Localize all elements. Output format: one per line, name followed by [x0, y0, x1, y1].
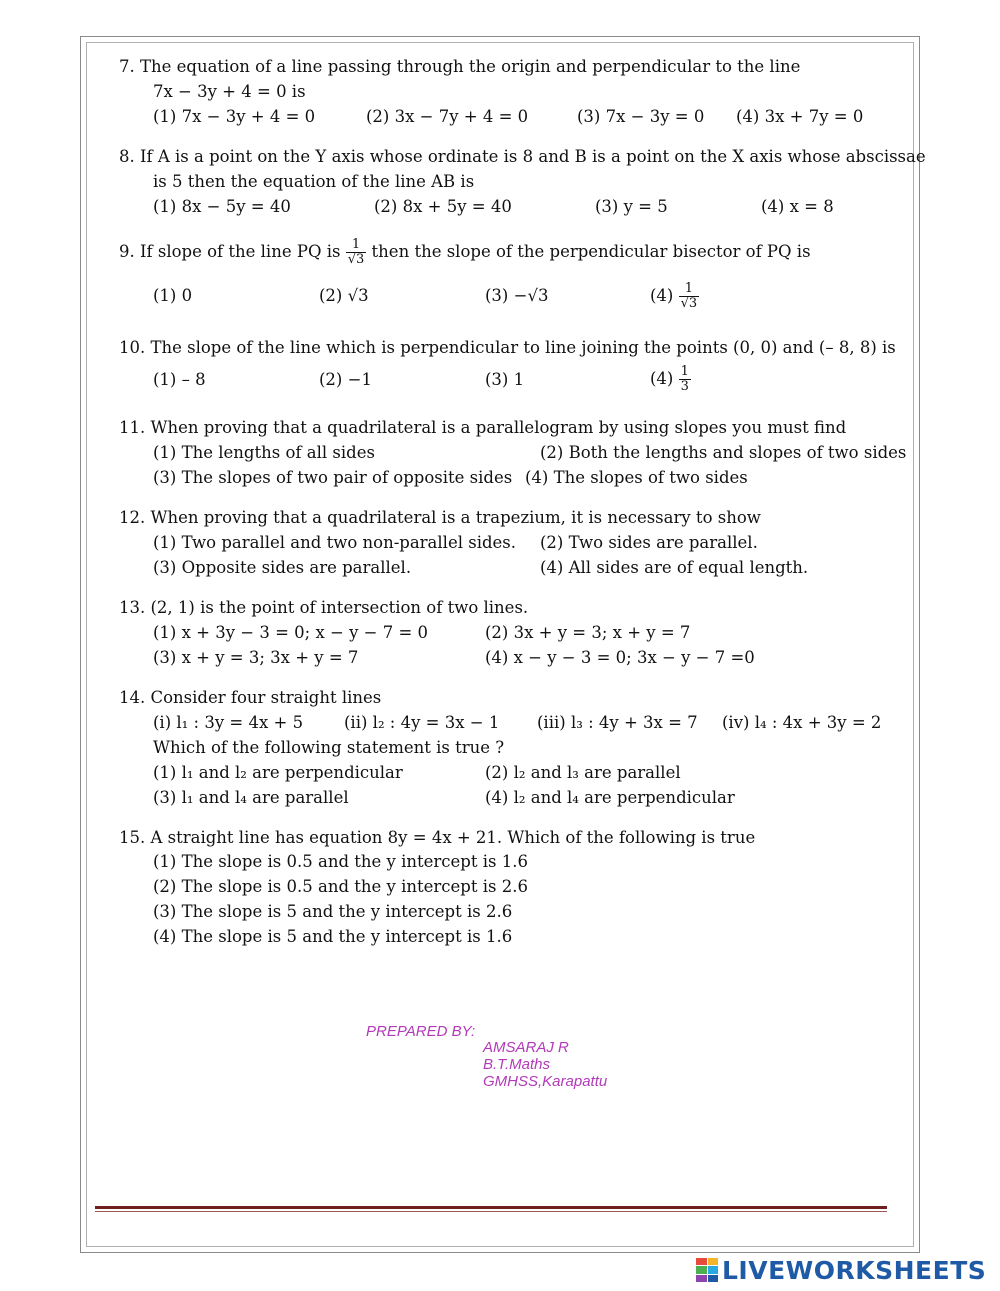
- q14-option-1: (1) l₁ and l₂ are perpendicular: [153, 763, 403, 782]
- liveworksheets-logo[interactable]: [696, 1256, 986, 1284]
- q14-line-iv: (iv) l₄ : 4x + 3y = 2: [722, 713, 882, 732]
- q9-stem-post: then the slope of the perpendicular bisector of PQ is: [371, 242, 811, 261]
- q8-option-2: (2) 8x + 5y = 40: [374, 197, 512, 216]
- q14-option-4: (4) l₂ and l₄ are perpendicular: [485, 788, 735, 807]
- liveworksheets-logo-icon: [696, 1258, 718, 1282]
- q9-opt4-num: 1: [679, 282, 700, 297]
- q15-option-3: (3) The slope is 5 and the y intercept is 2.6: [153, 902, 513, 921]
- q11-option-4: (4) The slopes of two sides: [525, 468, 748, 487]
- q10-option-4-fraction: [679, 365, 691, 393]
- q12-option-2: (2) Two sides are parallel.: [540, 533, 758, 552]
- q14-option-3: (3) l₁ and l₄ are parallel: [153, 788, 349, 807]
- q9-stem-fraction: [346, 238, 367, 266]
- q11-option-3: (3) The slopes of two pair of opposite sides: [153, 468, 513, 487]
- prepared-by-designation: B.T.Maths: [483, 1056, 550, 1073]
- q8-stem-line1: 8. If A is a point on the Y axis whose ordinate is 8 and B is a point on the X axis whose abscissae: [119, 147, 926, 166]
- q10-opt4-num: 1: [680, 364, 689, 380]
- q14-stem: 14. Consider four straight lines: [119, 688, 382, 707]
- q9-option-3: (3) −√3: [485, 286, 549, 305]
- q13-option-2: (2) 3x + y = 3; x + y = 7: [485, 623, 691, 642]
- q13-stem: 13. (2, 1) is the point of intersection of two lines.: [119, 598, 529, 617]
- q7-option-1: (1) 7x − 3y + 4 = 0: [153, 107, 316, 126]
- q8-option-4: (4) x = 8: [761, 197, 834, 216]
- q8-option-1: (1) 8x − 5y = 40: [153, 197, 291, 216]
- q15-option-2: (2) The slope is 0.5 and the y intercept is 2.6: [153, 877, 528, 896]
- q11-option-1: (1) The lengths of all sides: [153, 443, 375, 462]
- q13-option-1: (1) x + 3y − 3 = 0; x − y − 7 = 0: [153, 623, 429, 642]
- q11-option-2: (2) Both the lengths and slopes of two sides: [540, 443, 907, 462]
- q13-option-3: (3) x + y = 3; 3x + y = 7: [153, 648, 359, 667]
- q10-option-3: (3) 1: [485, 370, 525, 389]
- q14-option-2: (2) l₂ and l₃ are parallel: [485, 763, 681, 782]
- q11-stem: 11. When proving that a quadrilateral is a parallelogram by using slopes you must find: [119, 418, 847, 437]
- q9-frac-den: √3: [347, 252, 365, 267]
- q15-option-1: (1) The slope is 0.5 and the y intercept is 1.6: [153, 852, 528, 871]
- q7-option-4: (4) 3x + 7y = 0: [736, 107, 864, 126]
- q14-line-ii: (ii) l₂ : 4y = 3x − 1: [344, 713, 500, 732]
- q13-option-4: (4) x − y − 3 = 0; 3x − y − 7 =0: [485, 648, 755, 667]
- q9-stem-pre: 9. If slope of the line PQ is: [119, 242, 341, 261]
- prepared-by-name: AMSARAJ R: [483, 1039, 569, 1056]
- q9-option-4-label: (4): [650, 286, 674, 305]
- q14-line-iii: (iii) l₃ : 4y + 3x = 7: [537, 713, 698, 732]
- q9-frac-num: 1: [346, 238, 367, 253]
- q10-option-4-label: (4): [650, 369, 674, 388]
- q15-option-4: (4) The slope is 5 and the y intercept is 1.6: [153, 927, 513, 946]
- q9-option-4: [650, 280, 699, 312]
- prepared-by-label: PREPARED BY:: [366, 1023, 476, 1040]
- q7-option-2: (2) 3x − 7y + 4 = 0: [366, 107, 529, 126]
- q9-option-4-fraction: [679, 282, 700, 310]
- footer-rule-thin: [95, 1211, 887, 1212]
- q7-option-3: (3) 7x − 3y = 0: [577, 107, 705, 126]
- q10-opt4-den: 3: [680, 379, 689, 394]
- liveworksheets-logo-text: LIVEWORKSHEETS: [722, 1255, 987, 1285]
- q8-option-3: (3) y = 5: [595, 197, 668, 216]
- q14-question: Which of the following statement is true ?: [153, 738, 505, 757]
- q12-stem: 12. When proving that a quadrilateral is a trapezium, it is necessary to show: [119, 508, 761, 527]
- q7-stem-line2: 7x − 3y + 4 = 0 is: [153, 82, 306, 101]
- q9-option-2: (2) √3: [319, 286, 369, 305]
- q8-stem-line2: is 5 then the equation of the line AB is: [153, 172, 475, 191]
- q9-option-1: (1) 0: [153, 286, 193, 305]
- prepared-by-school: GMHSS,Karapattu: [483, 1073, 608, 1090]
- q9-opt4-den: √3: [680, 296, 698, 311]
- q7-stem-line1: 7. The equation of a line passing through the origin and perpendicular to the line: [119, 57, 801, 76]
- q12-option-1: (1) Two parallel and two non-parallel sides.: [153, 533, 517, 552]
- q10-option-2: (2) −1: [319, 370, 372, 389]
- q14-line-i: (i) l₁ : 3y = 4x + 5: [153, 713, 304, 732]
- q10-option-1: (1) – 8: [153, 370, 206, 389]
- q15-stem: 15. A straight line has equation 8y = 4x + 21. Which of the following is true: [119, 828, 756, 847]
- q12-option-4: (4) All sides are of equal length.: [540, 558, 809, 577]
- q9-stem: [119, 236, 811, 268]
- q12-option-3: (3) Opposite sides are parallel.: [153, 558, 412, 577]
- q10-stem: 10. The slope of the line which is perpendicular to line joining the points (0, 0) and (– 8, 8) is: [119, 338, 896, 357]
- footer-rule: [95, 1206, 887, 1209]
- q10-option-4: [650, 363, 691, 395]
